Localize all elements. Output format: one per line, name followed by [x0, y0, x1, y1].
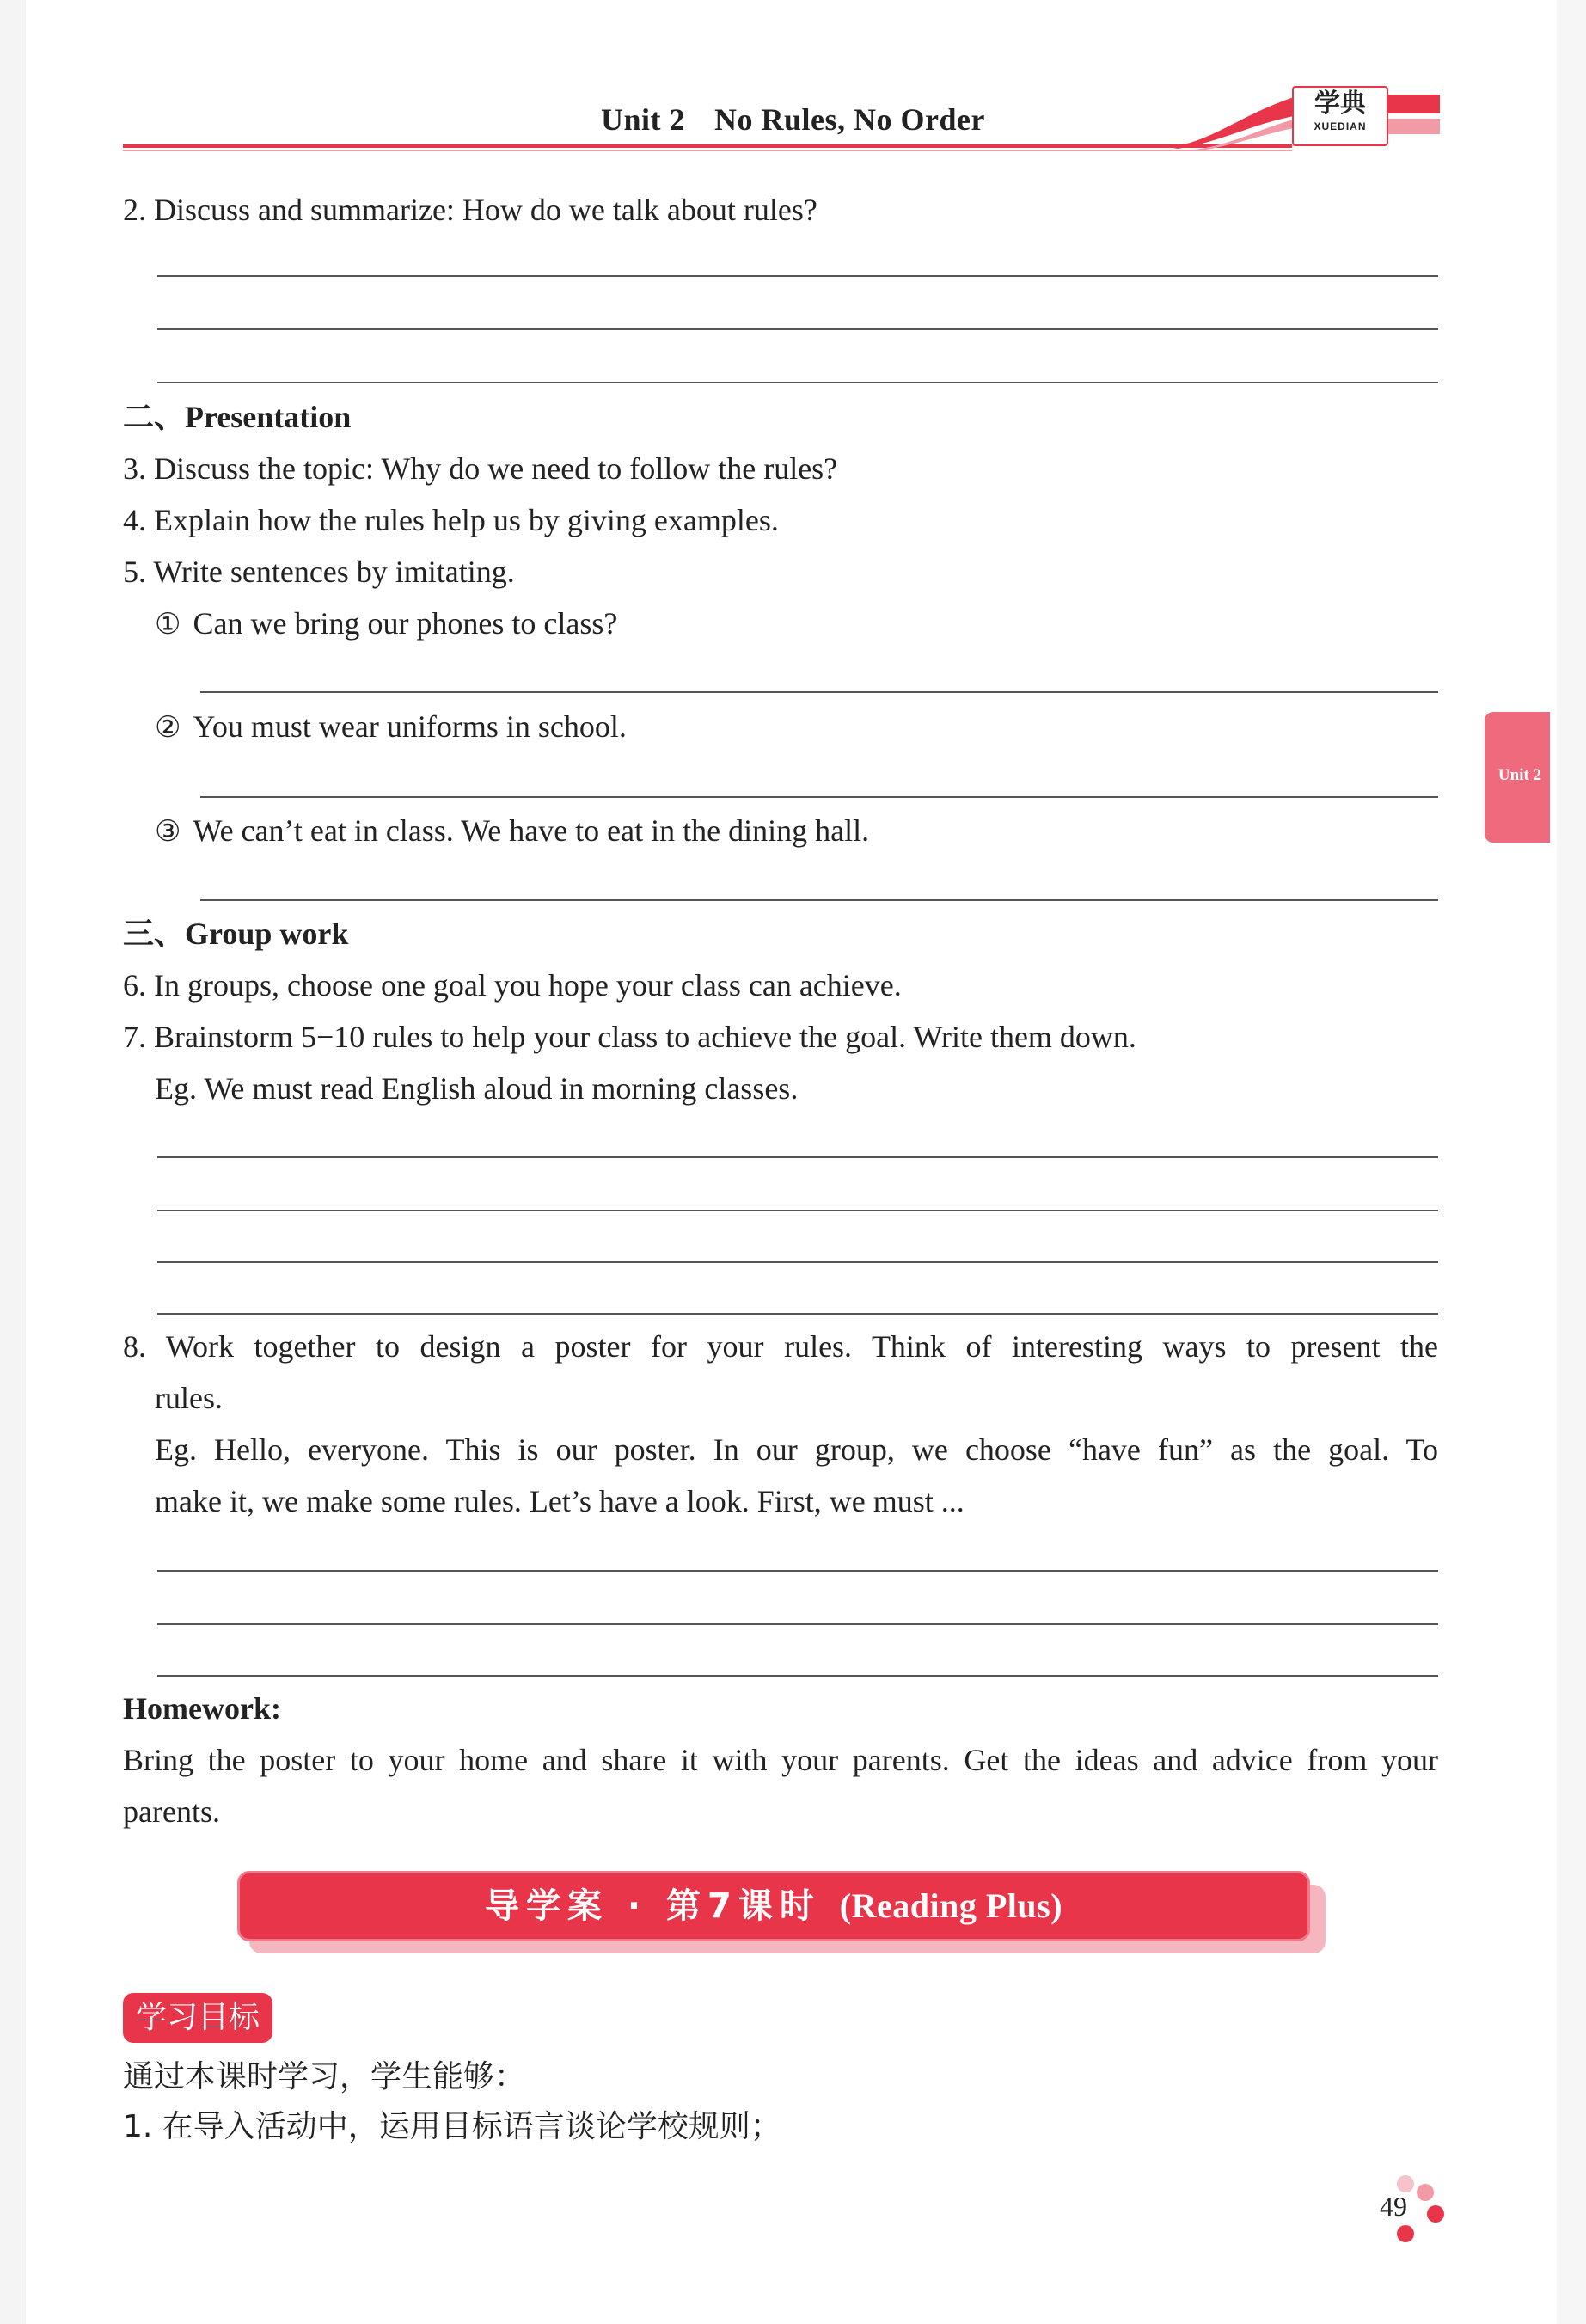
question-5-item-3 [155, 812, 869, 850]
question-6: 6. In groups, choose one goal you hope your class can achieve. [123, 968, 902, 1003]
logo-cn: 学典 [1314, 89, 1366, 119]
objectives-intro: 通过本课时学习，学生能够： [123, 2059, 526, 2094]
hex-decoration [1417, 2184, 1434, 2201]
side-tab-label: Unit 2 [1497, 766, 1542, 784]
banner-en: (Reading Plus) [839, 1886, 1063, 1925]
hex-decoration [1397, 2175, 1414, 2192]
question-4: 4. Explain how the rules help us by giving examples. [123, 503, 779, 537]
answer-line[interactable] [157, 1675, 1438, 1677]
header-title: No Rules, No Order [714, 102, 985, 137]
answer-line[interactable] [200, 899, 1438, 901]
answer-line[interactable] [157, 328, 1438, 330]
item-text: We can’t eat in class. We have to eat in the dining hall. [193, 813, 870, 848]
question-7-example: Eg. We must read English aloud in morning classes. [155, 1071, 799, 1106]
homework-line-1: Bring the poster to your home and share it with your parents. Get the ideas and advice from your [123, 1743, 1438, 1777]
question-5-item-2 [155, 708, 627, 746]
section-group-work: 三、Group work [123, 917, 349, 951]
answer-line[interactable] [157, 1261, 1438, 1263]
question-5-item-1 [155, 604, 617, 643]
question-8-example-1: Eg. Hello, everyone. This is our poster. In our group, we choose “have fun” as the goal. To [155, 1432, 1438, 1467]
page-edge-right [1557, 0, 1586, 2324]
header-unit: Unit 2 [601, 102, 686, 137]
item-number: ① [155, 607, 181, 641]
question-8-line-1: 8. Work together to design a poster for your rules. Think of interesting ways to present the [123, 1329, 1438, 1364]
banner-cn: 导学案 · 第7课时 [484, 1886, 821, 1926]
item-text: Can we bring our phones to class? [193, 606, 618, 641]
item-number: ② [155, 710, 181, 745]
answer-line[interactable] [157, 1156, 1438, 1158]
answer-line[interactable] [157, 1313, 1438, 1315]
objectives-badge: 学习目标 [123, 1993, 272, 2043]
question-3: 3. Discuss the topic: Why do we need to follow the rules? [123, 451, 838, 486]
item-text: You must wear uniforms in school. [193, 709, 627, 744]
homework-line-2: parents. [123, 1794, 220, 1829]
answer-line[interactable] [157, 382, 1438, 383]
hex-decoration [1397, 2225, 1414, 2242]
question-7: 7. Brainstorm 5−10 rules to help your class to achieve the goal. Write them down. [123, 1020, 1136, 1054]
question-2: 2. Discuss and summarize: How do we talk about rules? [123, 193, 817, 227]
section-presentation: 二、Presentation [123, 400, 352, 434]
logo-bar-decoration-light [1388, 119, 1440, 134]
publisher-logo [1292, 86, 1388, 146]
answer-line[interactable] [157, 1570, 1438, 1572]
lesson-banner [237, 1871, 1310, 1941]
page-edge-left [0, 0, 26, 2324]
logo-en: XUEDIAN [1314, 120, 1367, 132]
answer-line[interactable] [200, 796, 1438, 798]
question-5: 5. Write sentences by imitating. [123, 555, 515, 589]
question-8-example-2: make it, we make some rules. Let’s have a look. First, we must ... [155, 1484, 964, 1518]
objective-item-1: 1. 在导入活动中，运用目标语言谈论学校规则； [123, 2109, 781, 2144]
answer-line[interactable] [157, 275, 1438, 277]
logo-bar-decoration [1388, 95, 1440, 113]
answer-line[interactable] [157, 1623, 1438, 1625]
answer-line[interactable] [157, 1210, 1438, 1211]
question-8-line-2: rules. [155, 1381, 223, 1415]
page-number: 49 [1380, 2191, 1407, 2222]
header-rule-light [123, 150, 1292, 151]
item-number: ③ [155, 814, 181, 849]
header-swoosh-decoration [1169, 90, 1294, 152]
homework-title: Homework: [123, 1691, 281, 1726]
hex-decoration [1427, 2205, 1444, 2223]
header-rule [123, 144, 1292, 148]
answer-line[interactable] [200, 691, 1438, 693]
